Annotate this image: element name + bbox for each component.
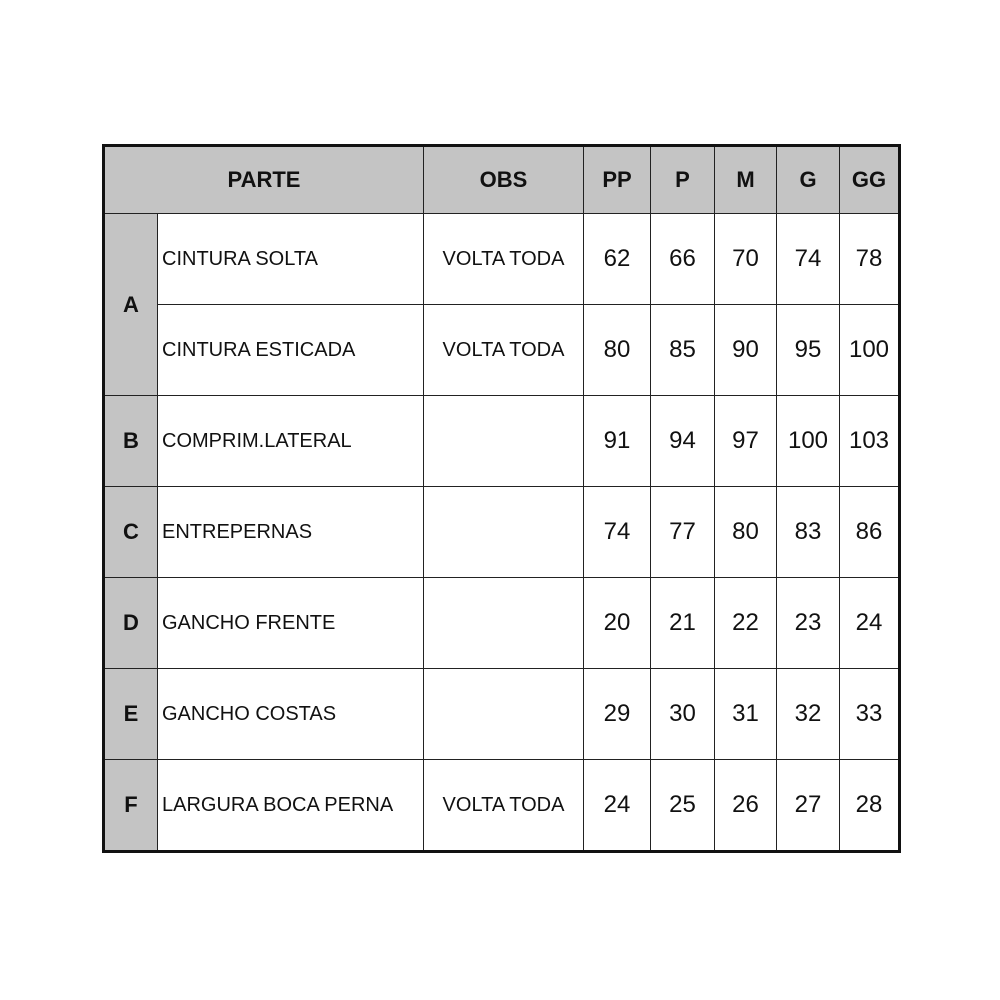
value-cell: 103 (840, 396, 900, 487)
value-cell: 29 (584, 669, 651, 760)
value-cell: 74 (777, 214, 840, 305)
value-cell: 100 (777, 396, 840, 487)
value-cell: 27 (777, 760, 840, 852)
value-cell: 86 (840, 487, 900, 578)
value-cell: 25 (651, 760, 715, 852)
group-letter-f: F (104, 760, 158, 852)
table-row (104, 669, 900, 760)
value-cell: 97 (715, 396, 777, 487)
parte-cell: GANCHO COSTAS (158, 669, 424, 760)
parte-cell: LARGURA BOCA PERNA (158, 760, 424, 852)
value-cell: 90 (715, 305, 777, 396)
parte-cell: CINTURA SOLTA (158, 214, 424, 305)
value-cell: 26 (715, 760, 777, 852)
table-row (104, 487, 900, 578)
group-letter-c: C (104, 487, 158, 578)
obs-cell (424, 669, 584, 760)
table-row (104, 578, 900, 669)
table-row (104, 305, 900, 396)
value-cell: 100 (840, 305, 900, 396)
obs-cell (424, 578, 584, 669)
header-row (104, 146, 900, 214)
obs-cell: VOLTA TODA (424, 760, 584, 852)
value-cell: 24 (584, 760, 651, 852)
value-cell: 77 (651, 487, 715, 578)
parte-cell: GANCHO FRENTE (158, 578, 424, 669)
group-letter-d: D (104, 578, 158, 669)
parte-cell: COMPRIM.LATERAL (158, 396, 424, 487)
value-cell: 33 (840, 669, 900, 760)
header-obs: OBS (424, 146, 584, 214)
group-letter-a: A (104, 214, 158, 396)
header-size-m: M (715, 146, 777, 214)
value-cell: 91 (584, 396, 651, 487)
value-cell: 22 (715, 578, 777, 669)
value-cell: 94 (651, 396, 715, 487)
value-cell: 85 (651, 305, 715, 396)
header-size-gg: GG (840, 146, 900, 214)
value-cell: 66 (651, 214, 715, 305)
obs-cell (424, 396, 584, 487)
value-cell: 31 (715, 669, 777, 760)
value-cell: 70 (715, 214, 777, 305)
value-cell: 32 (777, 669, 840, 760)
table-row (104, 760, 900, 852)
value-cell: 23 (777, 578, 840, 669)
value-cell: 62 (584, 214, 651, 305)
header-size-g: G (777, 146, 840, 214)
parte-cell: CINTURA ESTICADA (158, 305, 424, 396)
value-cell: 20 (584, 578, 651, 669)
header-parte: PARTE (104, 146, 424, 214)
value-cell: 80 (584, 305, 651, 396)
obs-cell: VOLTA TODA (424, 305, 584, 396)
value-cell: 30 (651, 669, 715, 760)
table-row (104, 396, 900, 487)
group-letter-e: E (104, 669, 158, 760)
header-size-p: P (651, 146, 715, 214)
parte-cell: ENTREPERNAS (158, 487, 424, 578)
value-cell: 24 (840, 578, 900, 669)
obs-cell: VOLTA TODA (424, 214, 584, 305)
value-cell: 74 (584, 487, 651, 578)
header-size-pp: PP (584, 146, 651, 214)
group-letter-b: B (104, 396, 158, 487)
value-cell: 83 (777, 487, 840, 578)
value-cell: 28 (840, 760, 900, 852)
value-cell: 78 (840, 214, 900, 305)
value-cell: 80 (715, 487, 777, 578)
value-cell: 21 (651, 578, 715, 669)
value-cell: 95 (777, 305, 840, 396)
size-chart-table (102, 144, 901, 853)
table-row (104, 214, 900, 305)
obs-cell (424, 487, 584, 578)
